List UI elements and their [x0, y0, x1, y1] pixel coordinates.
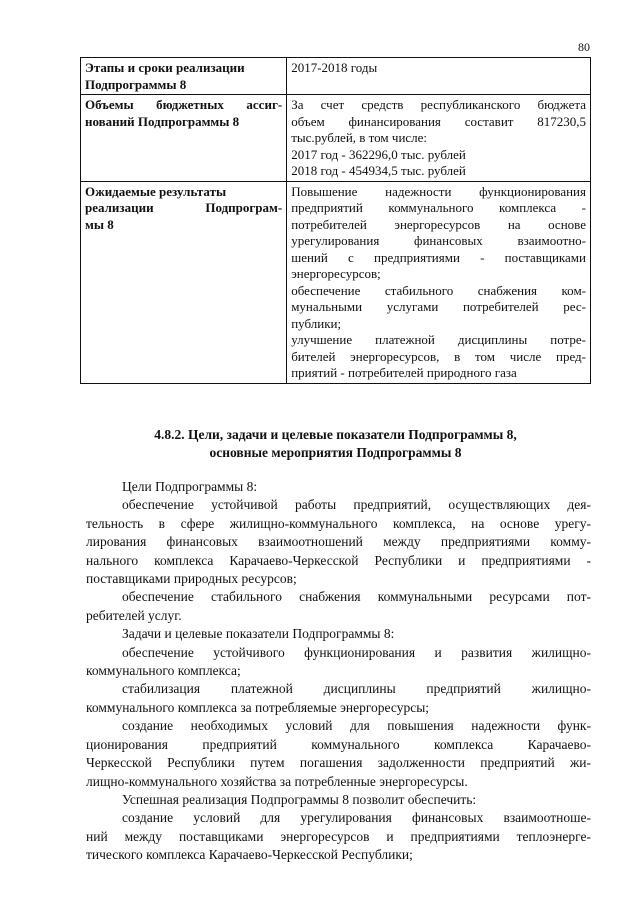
paragraph-line: обеспечение стабильного снабжения коммунальными ресурсами пот-	[122, 589, 591, 605]
section-heading	[80, 426, 591, 462]
paragraph-line: нального комплекса Карачаево-Черкесской Республики и предприятиями -	[86, 552, 591, 568]
label-budget	[81, 95, 287, 182]
value-line: 2018 год - 454934,5 тыс. рублей	[291, 163, 466, 178]
value-line: предприятий коммунального комплекса -	[291, 200, 586, 215]
paragraph-line: ционирования предприятий коммунального комплекса Карачаево-	[86, 736, 591, 752]
paragraph-line: создание условий для урегулирования финансовых взаимоотноше-	[122, 810, 591, 826]
value-line: бителей энергоресурсов, в том числе пред-	[291, 348, 586, 364]
paragraph-line: обеспечение устойчивого функционирования и развития жилищно-	[122, 644, 591, 660]
value-line: Повышение надежности функционирования	[291, 183, 586, 199]
label-line: мы 8	[85, 216, 114, 232]
paragraph-line: лищно-коммунального хозяйства за потребленные энергоресурсы.	[86, 773, 468, 789]
value-line: За счет средств республиканского бюджета	[291, 97, 586, 112]
label-line: Подпрограммы 8	[85, 76, 187, 92]
label-line: нований Подпрограммы 8	[85, 113, 240, 129]
paragraph-line: Успешная реализация Подпрограммы 8 позволит обеспечить:	[122, 791, 477, 807]
value-results	[287, 181, 591, 383]
value-line: обеспечение стабильного снабжения ком-	[291, 282, 586, 298]
value-budget	[287, 95, 591, 182]
value-stages	[287, 58, 591, 95]
value-line: объем финансирования составит 817230,5	[291, 113, 586, 129]
paragraph-line: коммунального комплекса за потребляемые энергоресурсы;	[86, 699, 430, 715]
value-line: 2017-2018 годы	[291, 60, 378, 75]
section-heading-line: основные мероприятия Подпрограммы 8	[209, 445, 462, 460]
paragraph-line: ний между поставщиками энергоресурсов и предприятиями теплоэнерге-	[86, 828, 591, 844]
value-line: приятий - потребителей природного газа	[291, 365, 517, 380]
paragraph-line: Задачи и целевые показатели Подпрограммы 8:	[122, 626, 395, 642]
value-line: потребителей энергоресурсов на основе	[291, 216, 586, 232]
value-line: шений с предприятиями - поставщиками	[291, 249, 586, 265]
table-row-budget	[81, 95, 591, 182]
paragraph-line: Цели Подпрограммы 8:	[122, 479, 258, 494]
paragraph-line: тельность в сфере жилищно-коммунального комплекса, на основе урегу-	[86, 515, 591, 531]
paragraph-line: обеспечение устойчивой работы предприятий, осуществляющих дея-	[122, 497, 591, 513]
value-line: улучшение платежной дисциплины потре-	[291, 332, 586, 347]
body-text	[86, 478, 591, 865]
paragraph-line: лирования финансовых взаимоотношений между предприятиями комму-	[86, 534, 591, 550]
paragraph-line: поставщиками природных ресурсов;	[86, 571, 297, 587]
paragraph-line: создание необходимых условий для повышения надежности функ-	[122, 718, 591, 734]
paragraph-line: стабилизация платежной дисциплины предприятий жилищно-	[122, 681, 591, 697]
label-stages	[81, 58, 287, 95]
label-line: Ожидаемые результаты	[85, 183, 227, 199]
paragraph-line: Черкесской Республики путем погашения задолженности предприятий жи-	[86, 755, 591, 771]
paragraph-line: ребителей услуг.	[86, 607, 182, 623]
label-line: Этапы и сроки реализации	[85, 60, 245, 75]
section-heading-line: 4.8.2. Цели, задачи и целевые показатели Подпрограммы 8,	[154, 427, 517, 442]
value-line: мунальными услугами потребителей рес-	[291, 299, 586, 314]
value-line: урегулирования финансовых взаимоотно-	[291, 233, 586, 248]
subprogram-passport-table	[80, 57, 591, 384]
value-line: тыс.рублей, в том числе:	[291, 130, 428, 145]
value-line: энергоресурсов;	[291, 266, 381, 281]
label-line: Объемы бюджетных ассиг-	[85, 97, 283, 112]
value-line: 2017 год - 362296,0 тыс. рублей	[291, 146, 466, 162]
table-row-results	[81, 181, 591, 383]
label-line: реализации Подпрограм-	[85, 200, 283, 215]
label-results	[81, 181, 287, 383]
page-number: 80	[578, 40, 590, 54]
table-row-stages	[81, 58, 591, 95]
paragraph-line: тического комплекса Карачаево-Черкесской Республики;	[86, 847, 413, 863]
value-line: публики;	[291, 315, 342, 331]
paragraph-line: коммунального комплекса;	[86, 663, 241, 679]
